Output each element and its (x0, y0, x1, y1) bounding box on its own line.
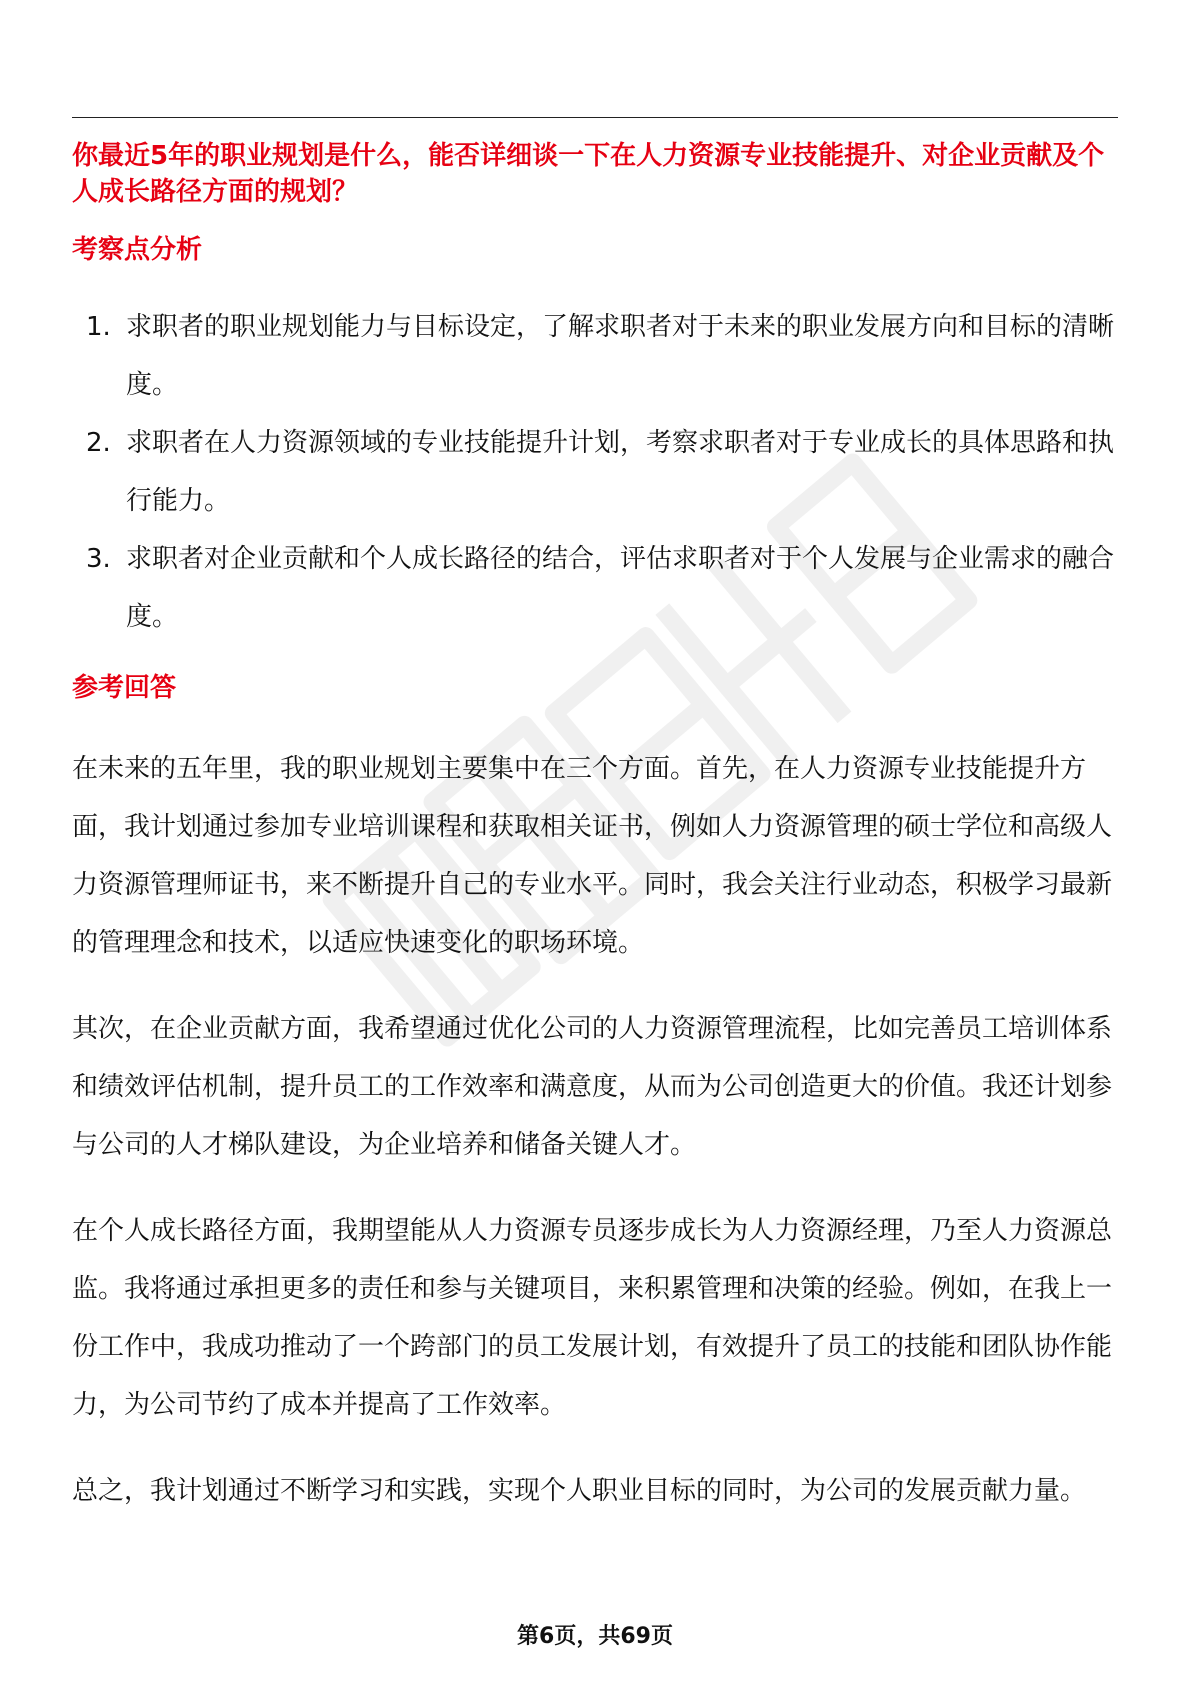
list-number: 3. (86, 544, 111, 574)
analysis-item-text: 求职者对企业贡献和个人成长路径的结合，评估求职者对于个人发展与企业需求的融合度。 (126, 544, 1115, 632)
list-number: 1. (86, 312, 111, 342)
answer-paragraph: 在未来的五年里，我的职业规划主要集中在三个方面。首先，在人力资源专业技能提升方面，我计划通过参加专业培训课程和获取相关证书，例如人力资源管理的硕士学位和高级人力资源管理师证书，来不断提升自己的专业水平。同时，我会关注行业动态，积极学习最新的管理理念和技术，以适应快速变化的职场环境。 (72, 754, 1113, 958)
page-footer: 第6页，共69页 (517, 1624, 673, 1649)
header-rule (72, 117, 1118, 118)
analysis-item-text: 求职者在人力资源领域的专业技能提升计划，考察求职者对于专业成长的具体思路和执行能力。 (126, 428, 1115, 516)
analysis-item (72, 298, 1118, 414)
analysis-item-text: 求职者的职业规划能力与目标设定，了解求职者对于未来的职业发展方向和目标的清晰度。 (126, 312, 1115, 400)
answer-body (72, 740, 1118, 1548)
answer-paragraph: 其次，在企业贡献方面，我希望通过优化公司的人力资源管理流程，比如完善员工培训体系和绩效评估机制，提升员工的工作效率和满意度，从而为公司创造更大的价值。我还计划参与公司的人才梯队建设，为企业培养和储备关键人才。 (72, 1014, 1113, 1160)
answer-paragraph: 总之，我计划通过不断学习和实践，实现个人职业目标的同时，为公司的发展贡献力量。 (72, 1476, 1087, 1506)
analysis-item (72, 414, 1118, 530)
analysis-heading: 考察点分析 (72, 235, 203, 265)
list-number: 2. (86, 428, 111, 458)
question-title: 你最近5年的职业规划是什么，能否详细谈一下在人力资源专业技能提升、对企业贡献及个人成长路径方面的规划？ (72, 141, 1105, 207)
answer-paragraph: 在个人成长路径方面，我期望能从人力资源专员逐步成长为人力资源经理，乃至人力资源总监。我将通过承担更多的责任和参与关键项目，来积累管理和决策的经验。例如，在我上一份工作中，我成功推动了一个跨部门的员工发展计划，有效提升了员工的技能和团队协作能力，为公司节约了成本并提高了工作效率。 (72, 1216, 1113, 1420)
analysis-item (72, 530, 1118, 646)
answer-heading: 参考回答 (72, 673, 177, 703)
analysis-list (72, 298, 1118, 646)
